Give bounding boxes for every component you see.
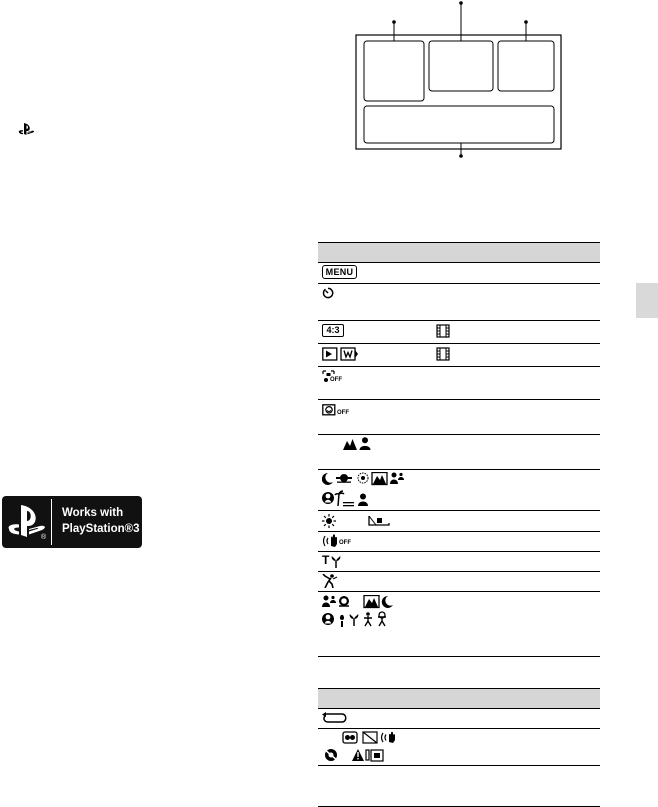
playstation-logo-icon (5, 499, 52, 545)
intelligent-auto-icons (322, 595, 442, 629)
badge-line-2: PlayStation®3 (62, 523, 140, 535)
repeat-icon (322, 712, 348, 724)
table-header (318, 688, 600, 709)
golf-shot-icon (322, 574, 338, 588)
menu-button-icon: MENU (322, 265, 357, 279)
table-row (318, 532, 600, 552)
self-timer-icon (322, 287, 334, 299)
table-row (318, 344, 600, 367)
registered-mark: ® (41, 534, 47, 541)
table-row (318, 400, 600, 435)
table-header (318, 242, 600, 263)
indicator-table-2 (318, 688, 600, 807)
off-label: OFF (339, 540, 351, 546)
table-row (318, 470, 600, 511)
playstation-compatibility-badge (2, 496, 142, 548)
table-row (318, 572, 600, 592)
scene-selection-icons (322, 472, 432, 508)
tele-label: T (322, 553, 330, 567)
smile-shutter-off-icon (322, 404, 336, 416)
badge-text (62, 505, 138, 537)
white-balance-icon (368, 516, 390, 527)
movie-frame-icon (436, 324, 450, 338)
table-row (318, 321, 600, 344)
person-icon (359, 437, 371, 450)
table-row (318, 284, 600, 321)
daylight-icon (322, 514, 336, 528)
table-row (318, 729, 600, 766)
table-row (318, 367, 600, 400)
badge-line-1: Works with (62, 507, 124, 519)
playstation-logo-icon (18, 122, 36, 136)
table-row (318, 766, 600, 807)
table-row (318, 592, 600, 657)
table-row (318, 552, 600, 572)
table-row (318, 435, 600, 470)
table-row (318, 511, 600, 532)
image-size-icons (322, 347, 358, 361)
mountain-icon (343, 438, 357, 450)
tele-macro-icon (330, 555, 342, 568)
movie-frame-icon (436, 347, 450, 361)
off-label: OFF (337, 410, 349, 416)
section-side-tab (636, 283, 658, 318)
indicator-table-1 (318, 242, 600, 657)
screen-layout-diagram (340, 0, 580, 172)
off-label: OFF (330, 377, 342, 383)
table-row (318, 709, 600, 729)
aspect-4-3-icon: 4:3 (322, 324, 344, 337)
table-row (318, 263, 600, 284)
status-warning-icons (322, 731, 442, 763)
